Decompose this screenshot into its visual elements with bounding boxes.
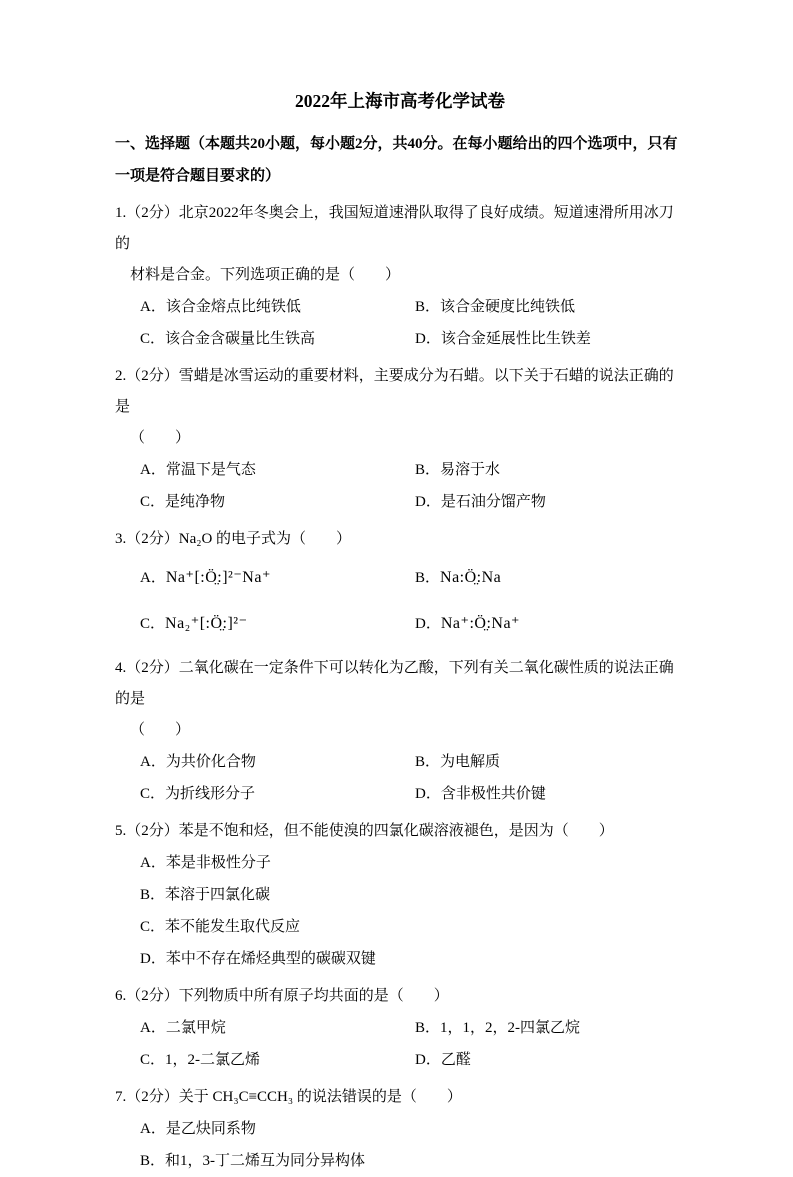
- question-6-options: [140, 1012, 685, 1076]
- question-4: [115, 653, 685, 810]
- question-7-option-a: A．是乙炔同系物: [140, 1121, 256, 1137]
- section-header-line-2: 一项是符合题目要求的）: [115, 168, 281, 184]
- question-3-option-c-label: C．: [140, 616, 166, 632]
- question-7-options: [140, 1113, 685, 1177]
- question-2-option-a: A．常温下是气态: [140, 462, 256, 478]
- question-5-option-b: B．苯溶于四氯化碳: [140, 887, 271, 903]
- question-1-stem-line-2: 材料是合金。下列选项正确的是（ ）: [130, 267, 401, 283]
- question-3-option-b-label: B．: [415, 570, 441, 586]
- question-4-option-d: D．含非极性共价键: [415, 786, 546, 802]
- question-3: [115, 524, 685, 647]
- electron-dot-formula-d: Na⁺:Ö̤:Na⁺: [440, 615, 520, 632]
- electron-dot-formula-a: Na⁺[:Ö̤:]²⁻Na⁺: [165, 569, 271, 586]
- question-2-stem-line-2: （ ）: [130, 430, 191, 446]
- question-5-options: [140, 847, 685, 975]
- question-2-stem-line-1: 2.（2分）雪蜡是冰雪运动的重要材料，主要成分为石蜡。以下关于石蜡的说法正确的是: [115, 368, 674, 415]
- electron-dot-formula-c: Na₂⁺[:Ö̤:]²⁻: [165, 615, 248, 632]
- question-5-option-d: D．苯中不存在烯烃典型的碳碳双键: [140, 951, 376, 967]
- question-5-option-a: A．苯是非极性分子: [140, 855, 271, 871]
- question-3-stem-line-1: 3.（2分）Na₂O 的电子式为（ ）: [115, 531, 352, 547]
- question-7-stem-line-1: 7.（2分）关于 CH₃C≡CCH₃ 的说法错误的是（ ）: [115, 1089, 462, 1105]
- question-2-options: [140, 454, 685, 518]
- question-7: [115, 1082, 685, 1177]
- question-5-stem-line-1: 5.（2分）苯是不饱和烃，但不能使溴的四氯化碳溶液褪色，是因为（ ）: [115, 823, 614, 839]
- question-2: [115, 361, 685, 518]
- question-3-option-c: [140, 601, 415, 647]
- question-2-option-c: C．是纯净物: [140, 494, 226, 510]
- question-4-stem-line-2: （ ）: [130, 722, 191, 738]
- electron-dot-formula-b: Na:Ö̤:Na: [440, 569, 502, 586]
- section-header: [115, 128, 685, 192]
- question-3-options: [140, 555, 685, 647]
- question-4-option-b: B．为电解质: [415, 754, 501, 770]
- question-4-option-a: A．为共价化合物: [140, 754, 256, 770]
- question-6-option-a: A．二氯甲烷: [140, 1020, 226, 1036]
- question-1-option-b: B．该合金硬度比纯铁低: [415, 299, 576, 315]
- question-1-option-a: A．该合金熔点比纯铁低: [140, 299, 301, 315]
- question-3-option-a: [140, 555, 415, 601]
- question-2-option-d: D．是石油分馏产物: [415, 494, 546, 510]
- question-5: [115, 816, 685, 975]
- question-5-option-c: C．苯不能发生取代反应: [140, 919, 301, 935]
- question-4-option-c: C．为折线形分子: [140, 786, 256, 802]
- question-1-option-c: C．该合金含碳量比生铁高: [140, 331, 316, 347]
- question-6-option-b: B．1，1，2，2-四氯乙烷: [415, 1020, 581, 1036]
- question-4-stem-line-1: 4.（2分）二氧化碳在一定条件下可以转化为乙酸，下列有关二氧化碳性质的说法正确的是: [115, 660, 674, 707]
- question-3-option-d: [415, 601, 685, 647]
- question-3-option-b: [415, 555, 685, 601]
- section-header-line-1: 一、选择题（本题共20小题，每小题2分，共40分。在每小题给出的四个选项中，只有: [115, 136, 678, 152]
- question-2-option-b: B．易溶于水: [415, 462, 501, 478]
- question-1: [115, 198, 685, 355]
- question-4-options: [140, 746, 685, 810]
- question-1-stem-line-1: 1.（2分）北京2022年冬奥会上，我国短道速滑队取得了良好成绩。短道速滑所用冰刀的: [115, 205, 674, 252]
- question-6-option-d: D．乙醛: [415, 1052, 471, 1068]
- question-6-option-c: C．1，2-二氯乙烯: [140, 1052, 261, 1068]
- exam-title: 2022年上海市高考化学试卷: [295, 91, 505, 111]
- question-3-option-d-label: D．: [415, 616, 441, 632]
- question-1-options: [140, 291, 685, 355]
- question-6: [115, 981, 685, 1076]
- question-3-option-a-label: A．: [140, 570, 166, 586]
- question-1-option-d: D．该合金延展性比生铁差: [415, 331, 591, 347]
- question-6-stem-line-1: 6.（2分）下列物质中所有原子均共面的是（ ）: [115, 988, 449, 1004]
- question-7-option-b: B．和1，3-丁二烯互为同分异构体: [140, 1153, 366, 1169]
